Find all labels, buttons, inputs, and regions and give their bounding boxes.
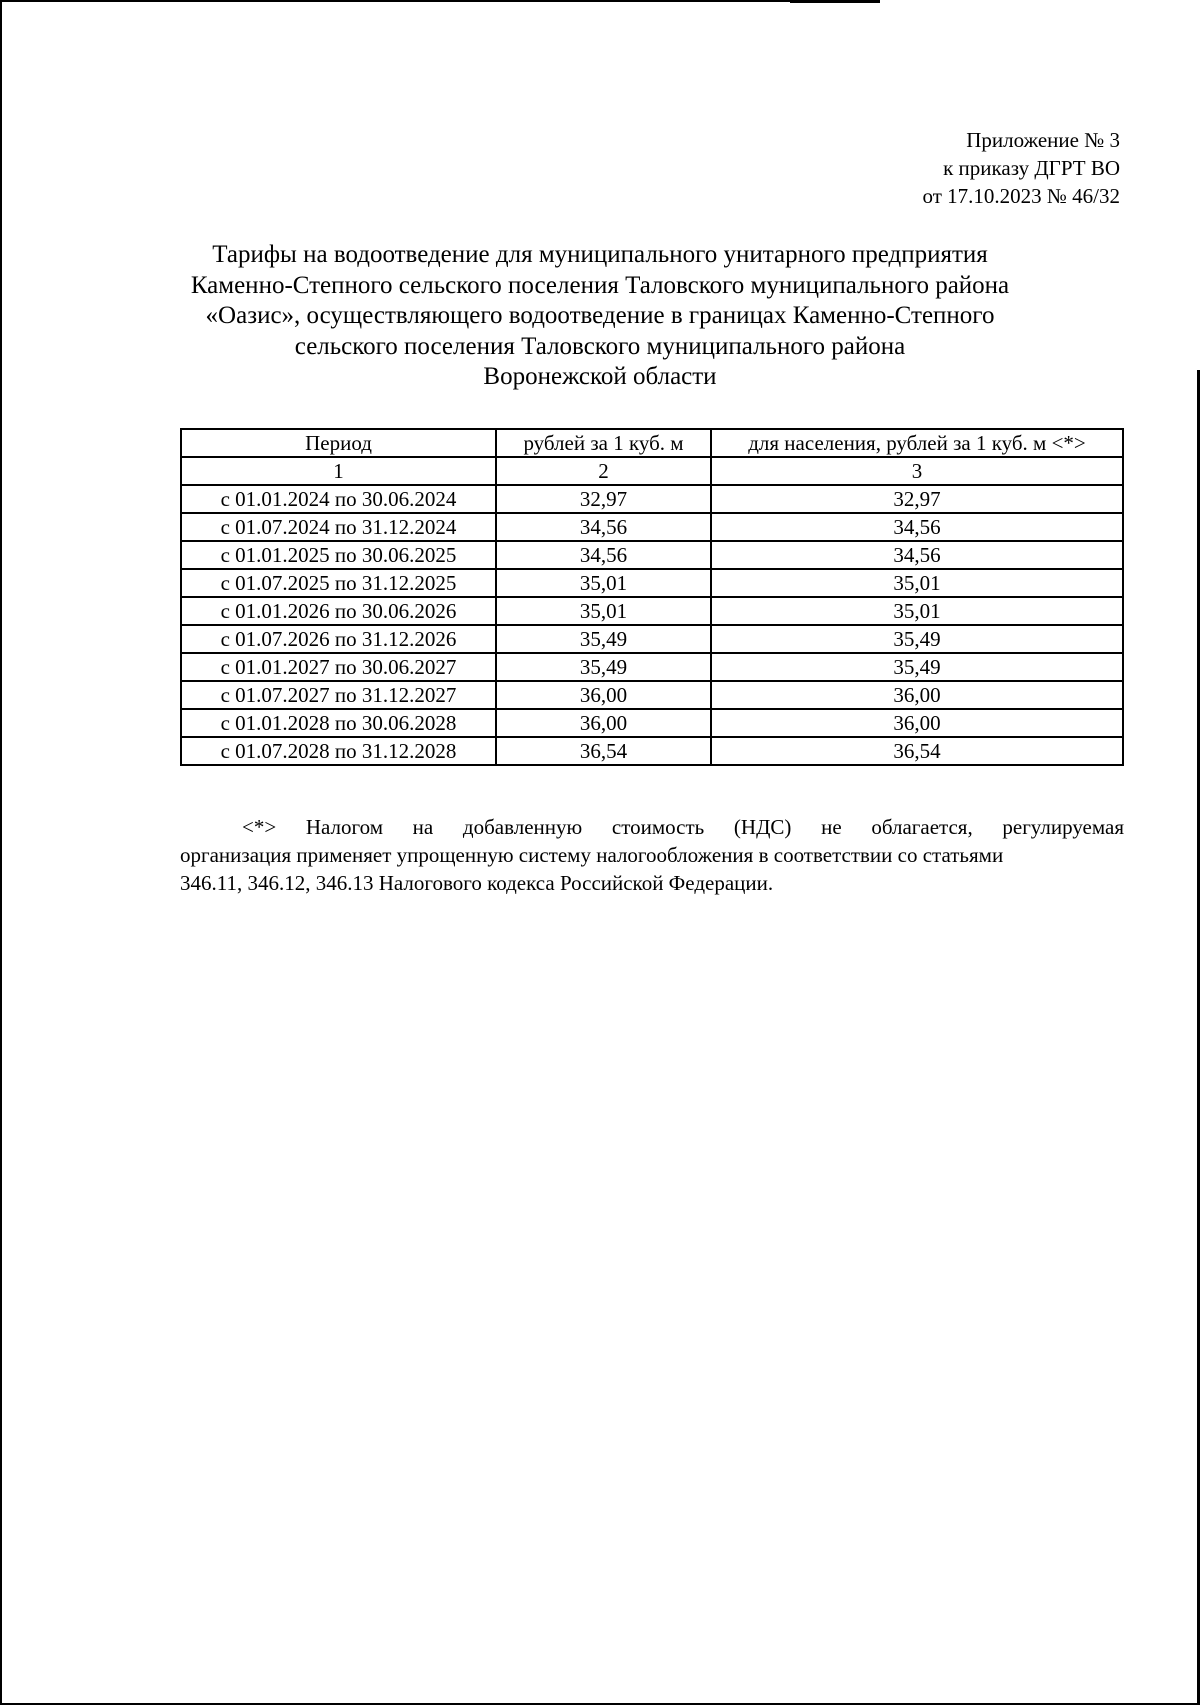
title-line: Воронежской области <box>483 363 717 390</box>
table-row <box>181 737 1123 765</box>
scan-border-top-mark <box>790 0 880 3</box>
table-row <box>181 653 1123 681</box>
period-cell: с 01.07.2027 по 31.12.2027 <box>181 681 496 709</box>
table-row <box>181 541 1123 569</box>
annex-date: от 17.10.2023 № 46/32 <box>922 184 1120 208</box>
footnote-line: 346.11, 346.12, 346.13 Налогового кодекса Российской Федерации. <box>180 871 774 895</box>
tariff-cell: 35,49 <box>496 653 711 681</box>
table-row <box>181 709 1123 737</box>
population-tariff-cell: 35,01 <box>711 597 1123 625</box>
table-header-row <box>181 429 1123 457</box>
tariff-cell: 36,00 <box>496 709 711 737</box>
period-cell: с 01.07.2025 по 31.12.2025 <box>181 569 496 597</box>
population-tariff-cell: 36,00 <box>711 681 1123 709</box>
population-tariff-cell: 34,56 <box>711 541 1123 569</box>
tariff-cell: 36,00 <box>496 681 711 709</box>
population-tariff-cell: 35,01 <box>711 569 1123 597</box>
tariff-cell: 36,54 <box>496 737 711 765</box>
table-row <box>181 625 1123 653</box>
header-population-rub-per-m3: для населения, рублей за 1 куб. м <*> <box>711 429 1123 457</box>
tariff-cell: 32,97 <box>496 485 711 513</box>
table-row <box>181 597 1123 625</box>
table-row <box>181 485 1123 513</box>
title-line: сельского поселения Таловского муниципального района <box>294 332 906 360</box>
population-tariff-cell: 34,56 <box>711 513 1123 541</box>
period-cell: с 01.01.2027 по 30.06.2027 <box>181 653 496 681</box>
document-title <box>150 240 1050 393</box>
footnote-line: организация применяет упрощенную систему налогообложения в соответствии со статьями <box>180 843 1004 867</box>
title-line: Тарифы на водоотведение для муниципального унитарного предприятия <box>212 241 988 268</box>
title-line: «Оазис», осуществляющего водоотведение в границах Каменно-Степного <box>205 302 995 329</box>
period-cell: с 01.07.2028 по 31.12.2028 <box>181 737 496 765</box>
period-cell: с 01.07.2026 по 31.12.2026 <box>181 625 496 653</box>
annex-order: к приказу ДГРТ ВО <box>943 156 1120 180</box>
population-tariff-cell: 35,49 <box>711 625 1123 653</box>
tariff-cell: 34,56 <box>496 541 711 569</box>
population-tariff-cell: 35,49 <box>711 653 1123 681</box>
header-period: Период <box>181 429 496 457</box>
footnote-line: <*> Налогом на добавленную стоимость (НДС) не облагается, регулируемая <box>242 815 1124 839</box>
column-number: 2 <box>496 457 711 485</box>
column-number: 1 <box>181 457 496 485</box>
table-row <box>181 513 1123 541</box>
table-row <box>181 681 1123 709</box>
tariff-cell: 35,01 <box>496 597 711 625</box>
scan-border-left <box>0 0 2 1705</box>
population-tariff-cell: 36,00 <box>711 709 1123 737</box>
vat-footnote <box>180 813 1124 897</box>
title-line: Каменно-Степного сельского поселения Таловского муниципального района <box>190 271 1010 299</box>
period-cell: с 01.07.2024 по 31.12.2024 <box>181 513 496 541</box>
population-tariff-cell: 36,54 <box>711 737 1123 765</box>
tariff-cell: 35,01 <box>496 569 711 597</box>
tariffs-table <box>180 428 1124 766</box>
period-cell: с 01.01.2026 по 30.06.2026 <box>181 597 496 625</box>
header-rub-per-m3: рублей за 1 куб. м <box>496 429 711 457</box>
period-cell: с 01.01.2025 по 30.06.2025 <box>181 541 496 569</box>
column-number: 3 <box>711 457 1123 485</box>
table-row <box>181 569 1123 597</box>
annex-number: Приложение № 3 <box>966 128 1120 152</box>
table-column-numbers-row <box>181 457 1123 485</box>
period-cell: с 01.01.2028 по 30.06.2028 <box>181 709 496 737</box>
period-cell: с 01.01.2024 по 30.06.2024 <box>181 485 496 513</box>
scan-border-top <box>0 0 880 2</box>
tariff-cell: 35,49 <box>496 625 711 653</box>
population-tariff-cell: 32,97 <box>711 485 1123 513</box>
annex-reference <box>922 126 1120 210</box>
tariff-cell: 34,56 <box>496 513 711 541</box>
